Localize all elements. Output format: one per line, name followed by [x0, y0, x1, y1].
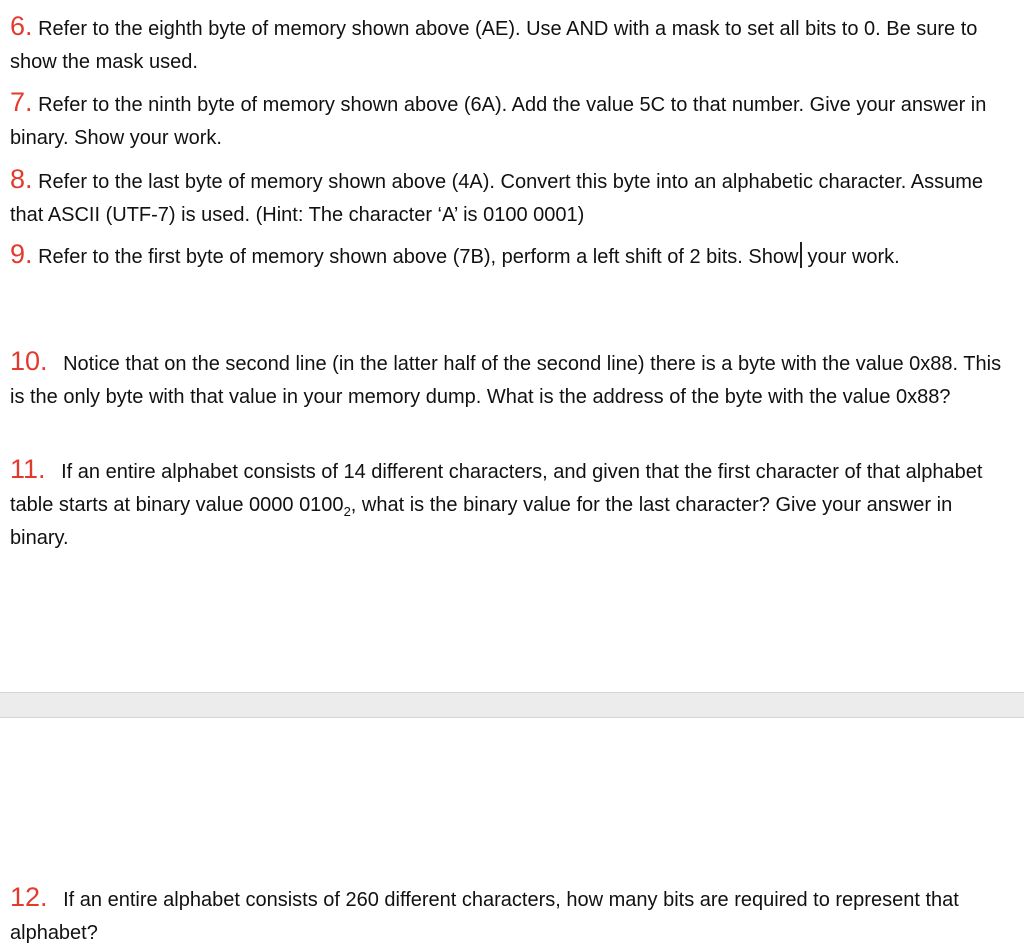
question-text-continued: your work.: [801, 246, 900, 268]
question-text: Refer to the first byte of memory shown above (7B), perform a left shift of 2 bits. Show: [38, 246, 799, 268]
binary-subscript: 2: [343, 504, 351, 519]
page-break: [0, 692, 1024, 718]
question-text: If an entire alphabet consists of 260 different characters, how many bits are required to represent that alphabet?: [10, 889, 959, 944]
question-7: [10, 86, 1010, 155]
question-number: 7.: [10, 87, 33, 117]
question-number: 10.: [10, 346, 48, 376]
question-9: [10, 238, 1010, 274]
question-text: Notice that on the second line (in the latter half of the second line) there is a byte with the value 0x88. This is the only byte with that value in your memory dump. What is the address of the byte with the value 0x88?: [10, 353, 1002, 408]
question-number: 11.: [10, 454, 46, 484]
question-number: 8.: [10, 164, 33, 194]
question-11: [10, 453, 1010, 555]
question-number: 9.: [10, 239, 33, 269]
question-6: [10, 10, 1010, 79]
question-text-continued: , what is the binary value for the last character? Give your answer in binary.: [10, 494, 953, 549]
question-number: 12.: [10, 882, 48, 912]
question-text: Refer to the eighth byte of memory shown above (AE). Use AND with a mask to set all bits to 0. Be sure to show the mask used.: [10, 18, 978, 73]
question-8: [10, 163, 1010, 232]
question-text: Refer to the last byte of memory shown above (4A). Convert this byte into an alphabetic character. Assume that ASCII (UTF-7) is used. (Hint: The character ‘A’ is 0100 0001): [10, 171, 984, 226]
question-12: [10, 881, 1010, 950]
question-number: 6.: [10, 11, 33, 41]
question-10: [10, 345, 1010, 414]
question-text: If an entire alphabet consists of 14 different characters, and given that the first character of that alphabet table starts at binary value 0000 0100: [10, 461, 983, 516]
document-page-bottom[interactable]: [0, 718, 1024, 951]
question-text: Refer to the ninth byte of memory shown above (6A). Add the value 5C to that number. Give your answer in binary. Show your work.: [10, 94, 987, 149]
